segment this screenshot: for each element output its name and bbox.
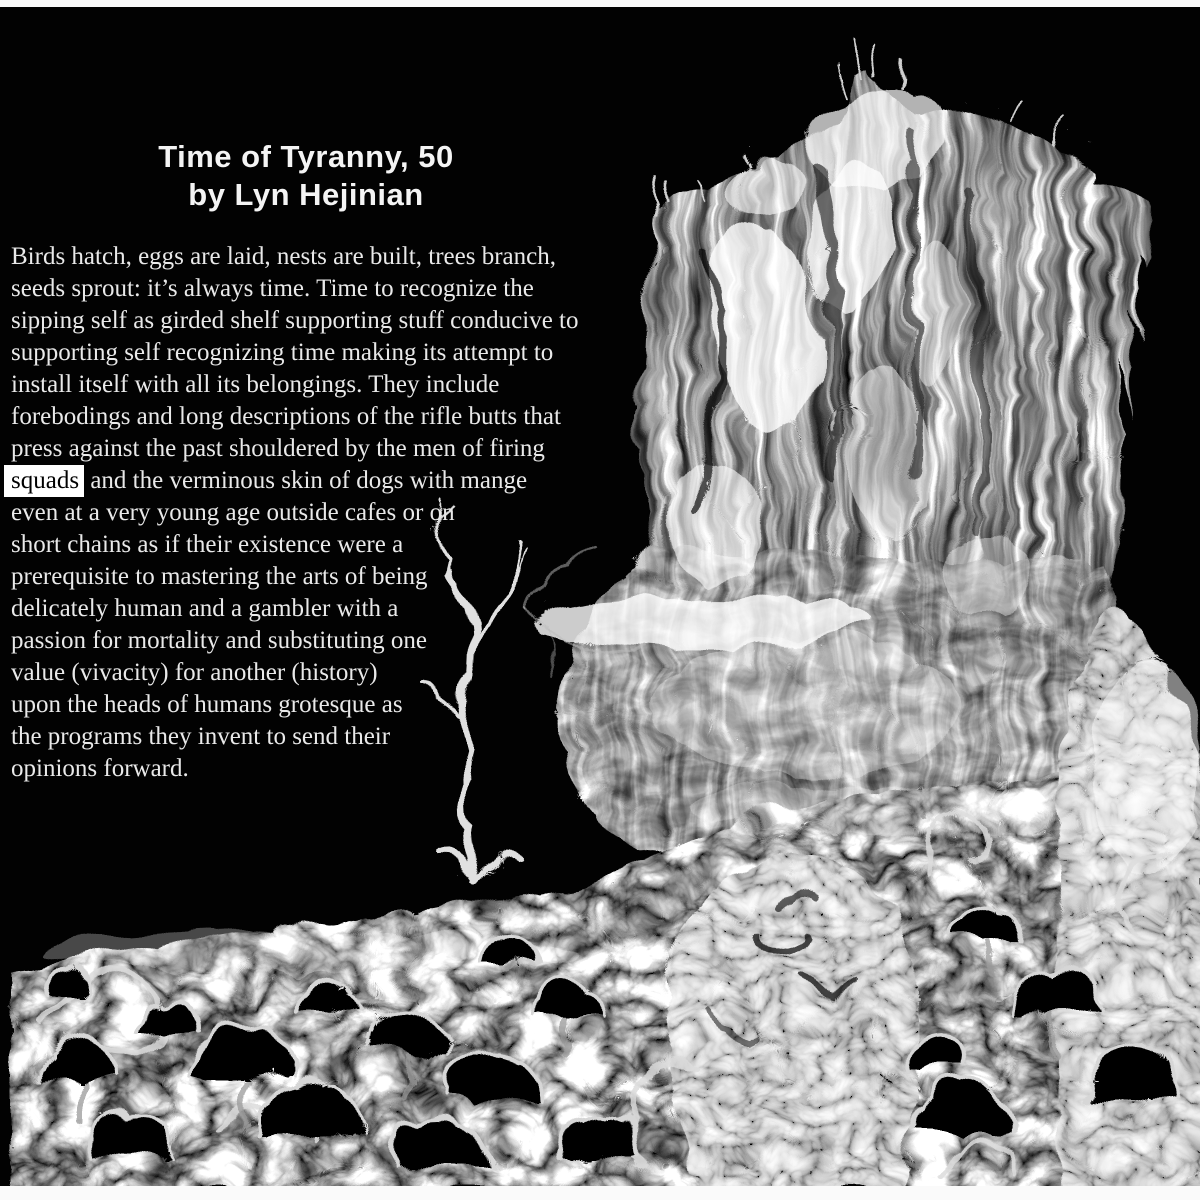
poem-line: upon the heads of humans grotesque as <box>11 691 403 718</box>
poem-line-rest: and the verminous skin of dogs with mange <box>84 467 528 494</box>
artwork-canvas <box>0 7 1200 1186</box>
poem-line: Birds hatch, eggs are laid, nests are built, trees branch, <box>11 243 556 270</box>
poem-line: press against the past shouldered by the men of firing <box>11 435 545 462</box>
poem-line: short chains as if their existence were a <box>11 531 404 558</box>
poem-title <box>0 138 612 214</box>
poem-line: delicately human and a gambler with a <box>11 595 399 622</box>
poem-line: forebodings and long descriptions of the rifle butts that <box>11 403 561 430</box>
poem-line: sipping self as girded shelf supporting stuff conducive to <box>11 307 579 334</box>
poem-line: the programs they invent to send their <box>11 723 391 750</box>
poem-line: passion for mortality and substituting one <box>11 627 427 654</box>
poem-line: supporting self recognizing time making its attempt to <box>11 339 554 366</box>
poem-body <box>11 241 641 785</box>
poem-title-line: Time of Tyranny, 50 <box>158 139 454 174</box>
poem-line: seeds sprout: it’s always time. Time to recognize the <box>11 275 534 302</box>
poem-line-highlighted <box>11 465 641 497</box>
poem-line: even at a very young age outside cafes or on <box>11 499 455 526</box>
poem-line: opinions forward. <box>11 755 189 782</box>
highlighted-word: squads <box>4 465 84 497</box>
poem-author: by Lyn Hejinian <box>188 177 424 212</box>
boulder-face <box>658 852 908 1186</box>
poem-line: value (vivacity) for another (history) <box>11 659 378 686</box>
poem-line: prerequisite to mastering the arts of being <box>11 563 428 590</box>
poem-line: install itself with all its belongings. They include <box>11 371 500 398</box>
